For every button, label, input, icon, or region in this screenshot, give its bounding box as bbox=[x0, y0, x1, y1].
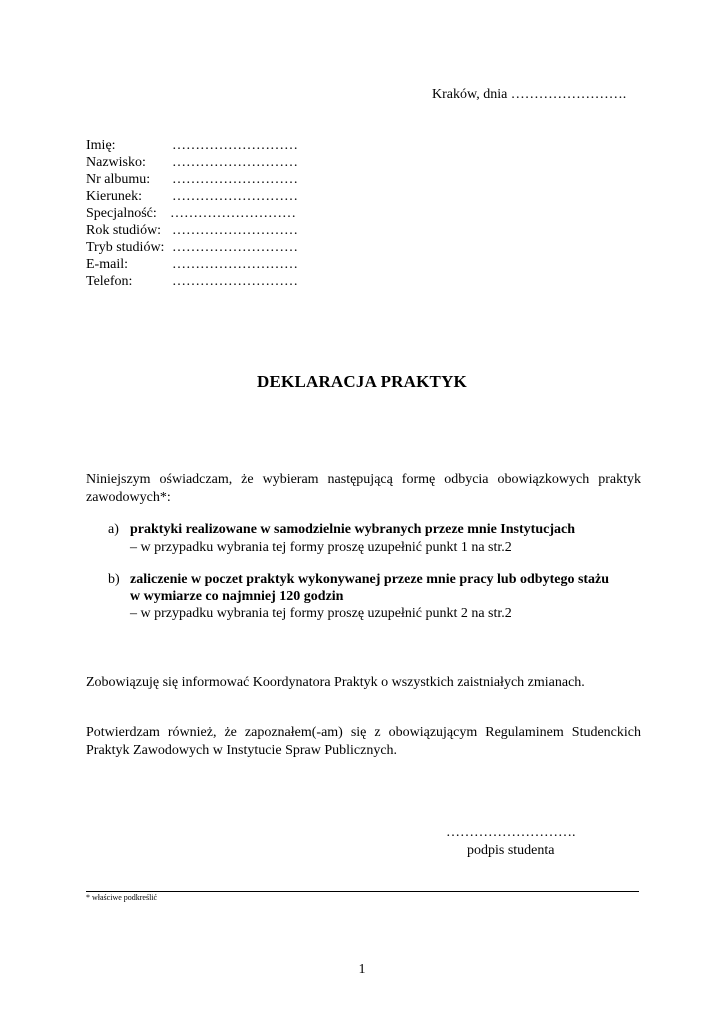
option-marker: b) bbox=[108, 572, 120, 587]
option-note: – w przypadku wybrania tej formy proszę uzupełnić punkt 2 na str.2 bbox=[130, 606, 512, 621]
field-label: Specjalność: bbox=[86, 206, 157, 221]
option-marker: a) bbox=[108, 522, 119, 537]
field-row-album-number bbox=[86, 171, 298, 188]
commitment-paragraph: Zobowiązuję się informować Koordynatora Praktyk o wszystkich zaistniałych zmianach. bbox=[86, 675, 585, 690]
field-label: Tryb studiów: bbox=[86, 240, 165, 255]
field-dots: ……………………… bbox=[170, 206, 296, 221]
place-date-line: Kraków, dnia ……………………. bbox=[432, 87, 627, 102]
field-dots: ……………………… bbox=[172, 240, 298, 255]
field-row-study-mode bbox=[86, 239, 298, 256]
field-dots: ……………………… bbox=[172, 172, 298, 187]
footnote-separator bbox=[86, 891, 639, 892]
field-dots: ……………………… bbox=[172, 189, 298, 204]
option-title: zaliczenie w poczet praktyk wykonywanej przeze mnie pracy lub odbytego stażu bbox=[130, 572, 610, 587]
field-row-field-of-study bbox=[86, 188, 298, 205]
field-dots: ……………………… bbox=[172, 274, 298, 289]
document-title: DEKLARACJA PRAKTYK bbox=[257, 372, 467, 391]
field-label: Kierunek: bbox=[86, 189, 142, 204]
field-dots: ……………………… bbox=[172, 223, 298, 238]
field-row-first-name bbox=[86, 137, 298, 154]
signature-label: podpis studenta bbox=[467, 843, 555, 858]
field-row-email bbox=[86, 256, 298, 273]
signature-dots: ………………………. bbox=[446, 825, 576, 840]
field-dots: ……………………… bbox=[172, 257, 298, 272]
option-title: praktyki realizowane w samodzielnie wybranych przeze mnie Instytucjach bbox=[130, 522, 575, 537]
field-row-year-of-study bbox=[86, 222, 298, 239]
field-label: Telefon: bbox=[86, 274, 133, 289]
intro-paragraph: Niniejszym oświadczam, że wybieram następującą formę odbycia obowiązkowych praktyk zawodowych*: bbox=[86, 472, 641, 505]
field-dots: ……………………… bbox=[172, 155, 298, 170]
option-title-continued: w wymiarze co najmniej 120 godzin bbox=[130, 589, 344, 604]
field-label: Imię: bbox=[86, 138, 116, 153]
field-label: E-mail: bbox=[86, 257, 128, 272]
confirmation-paragraph: Potwierdzam również, że zapoznałem(-am) się z obowiązującym Regulaminem Studenckich Praktyk Zawodowych w Instytucie Spraw Publicznych. bbox=[86, 725, 641, 758]
field-label: Nr albumu: bbox=[86, 172, 151, 187]
option-note: – w przypadku wybrania tej formy proszę uzupełnić punkt 1 na str.2 bbox=[130, 540, 512, 555]
field-row-specialization bbox=[86, 205, 296, 222]
field-row-phone bbox=[86, 273, 298, 290]
field-label: Nazwisko: bbox=[86, 155, 146, 170]
page-number: 1 bbox=[358, 962, 366, 977]
field-label: Rok studiów: bbox=[86, 223, 162, 238]
field-row-last-name bbox=[86, 154, 298, 171]
field-dots: ……………………… bbox=[172, 138, 298, 153]
footnote: * właściwe podkreślić bbox=[86, 893, 158, 902]
